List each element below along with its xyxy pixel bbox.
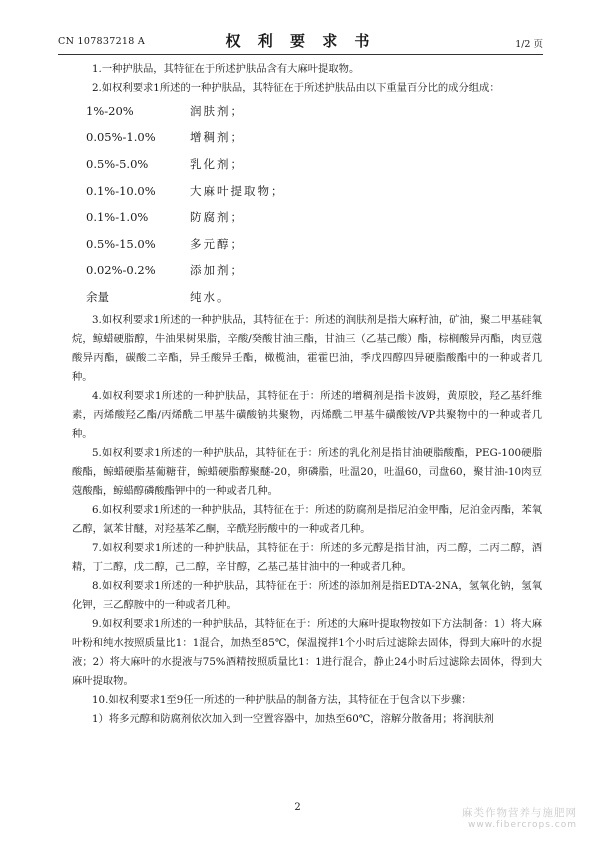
composition-row — [72, 98, 542, 125]
claim-4: 4.如权利要求1所述的一种护肤品，其特征在于：所述的增稠剂是指卡波姆，黄原胶，羟乙基纤维素，丙烯酸羟乙酯/丙烯酰二甲基牛磺酸钠共聚物，丙烯酰二甲基牛磺酸铵/VP共聚物中的一种或者几种。 — [72, 389, 542, 440]
composition-ingredient: 润肤剂； — [190, 103, 244, 118]
composition-ingredient: 纯水。 — [190, 289, 231, 304]
composition-percent: 0.1%-1.0% — [86, 210, 149, 225]
watermark-url: www.fibercrops.com — [468, 820, 577, 830]
composition-row — [72, 125, 542, 152]
claim-10: 10.如权利要求1至9任一所述的一种护肤品的制备方法，其特征在于包含以下步骤： — [92, 693, 472, 706]
composition-row — [72, 284, 542, 311]
composition-ingredient: 增稠剂； — [190, 130, 244, 145]
composition-row — [72, 231, 542, 258]
composition-ingredient: 乳化剂； — [190, 156, 244, 171]
page-title: 权 利 要 求 书 — [225, 32, 376, 50]
composition-ingredient: 添加剂； — [190, 263, 244, 278]
claim-7: 7.如权利要求1所述的一种护肤品，其特征在于：所述的多元醇是指甘油，丙二醇，二丙二醇，酒精，丁二醇，戊二醇，己二醇，辛甘醇，乙基己基甘油中的一种或者几种。 — [72, 541, 542, 573]
claim-3: 3.如权利要求1所述的一种护肤品，其特征在于：所述的润肤剂是指大麻籽油，矿油，聚二甲基硅氧烷，鲸蜡硬脂醇，牛油果树果脂，辛酸/癸酸甘油三酯，甘油三（乙基己酸）酯，棕榈酸异丙酯，肉豆蔻酸异丙酯，碳酸二辛酯，异壬酸异壬酯，橄榄油，霍霍巴油，季戊四醇四异硬脂酸酯中的一种或者几种。 — [72, 313, 542, 383]
claim-1: 1.一种护肤品，其特征在于所述护肤品含有大麻叶提取物。 — [92, 63, 360, 75]
composition-ingredient: 大麻叶提取物； — [190, 183, 285, 198]
publication-number: CN 107837218 A — [58, 36, 146, 47]
composition-row — [72, 178, 542, 205]
composition-percent: 1%-20% — [86, 103, 134, 118]
composition-percent: 余量 — [86, 289, 109, 304]
page-header — [58, 30, 543, 52]
claim-5: 5.如权利要求1所述的一种护肤品，其特征在于：所述的乳化剂是指甘油硬脂酸酯，PEG-100硬脂酸酯，鲸蜡硬脂基葡糖苷，鲸蜡硬脂醇聚醚-20，卵磷脂，吐温20，吐温60，司盘60，聚甘油-10肉豆蔻酸酯，鲸蜡醇磷酸酯钾中的一种或者几种。 — [72, 446, 542, 497]
composition-ingredient: 防腐剂； — [190, 210, 244, 225]
site-watermark — [462, 805, 577, 830]
composition-ingredient: 多元醇； — [190, 236, 244, 251]
composition-percent: 0.5%-5.0% — [86, 156, 149, 171]
composition-row — [72, 204, 542, 231]
composition-percent: 0.5%-15.0% — [86, 236, 156, 251]
claim-6: 6.如权利要求1所述的一种护肤品，其特征在于：所述的防腐剂是指尼泊金甲酯，尼泊金丙酯，苯氧乙醇，氯苯甘醚，对羟基苯乙酮，辛酰羟肟酸中的一种或者几种。 — [72, 503, 542, 535]
claim-10-step-1: 1）将多元醇和防腐剂依次加入到一空置容器中，加热至60℃，溶解分散备用；将润肤剂 — [92, 712, 494, 725]
header-divider — [58, 54, 543, 55]
claim-9: 9.如权利要求1所述的一种护肤品，其特征在于：所述的大麻叶提取物按如下方法制备：1）将大麻叶粉和纯水按照质量比1：1混合，加热至85℃，保温搅拌1个小时后过滤除去固体，得到大麻叶的水提液；2）将大麻叶的水提液与75%酒精按照质量比1：1进行混合，静止24小时后过滤除去固体，得到大麻叶提取物。 — [72, 617, 542, 687]
claim-8: 8.如权利要求1所述的一种护肤品，其特征在于：所述的添加剂是指EDTA-2NA，氢氧化钠，氢氧化钾，三乙醇胺中的一种或者几种。 — [72, 579, 542, 611]
composition-percent: 0.05%-1.0% — [86, 130, 156, 145]
composition-list — [72, 98, 542, 311]
claims-body — [72, 60, 542, 729]
page-number: 2 — [294, 802, 301, 813]
composition-row — [72, 151, 542, 178]
claim-2: 2.如权利要求1所述的一种护肤品，其特征在于所述护肤品由以下重量百分比的成分组成： — [92, 82, 500, 94]
page-info: 1/2 页 — [515, 39, 543, 50]
composition-percent: 0.1%-10.0% — [86, 183, 156, 198]
watermark-site-name: 麻类作物营养与施肥网 — [462, 807, 577, 819]
composition-percent: 0.02%-0.2% — [86, 263, 156, 278]
composition-row — [72, 258, 542, 285]
